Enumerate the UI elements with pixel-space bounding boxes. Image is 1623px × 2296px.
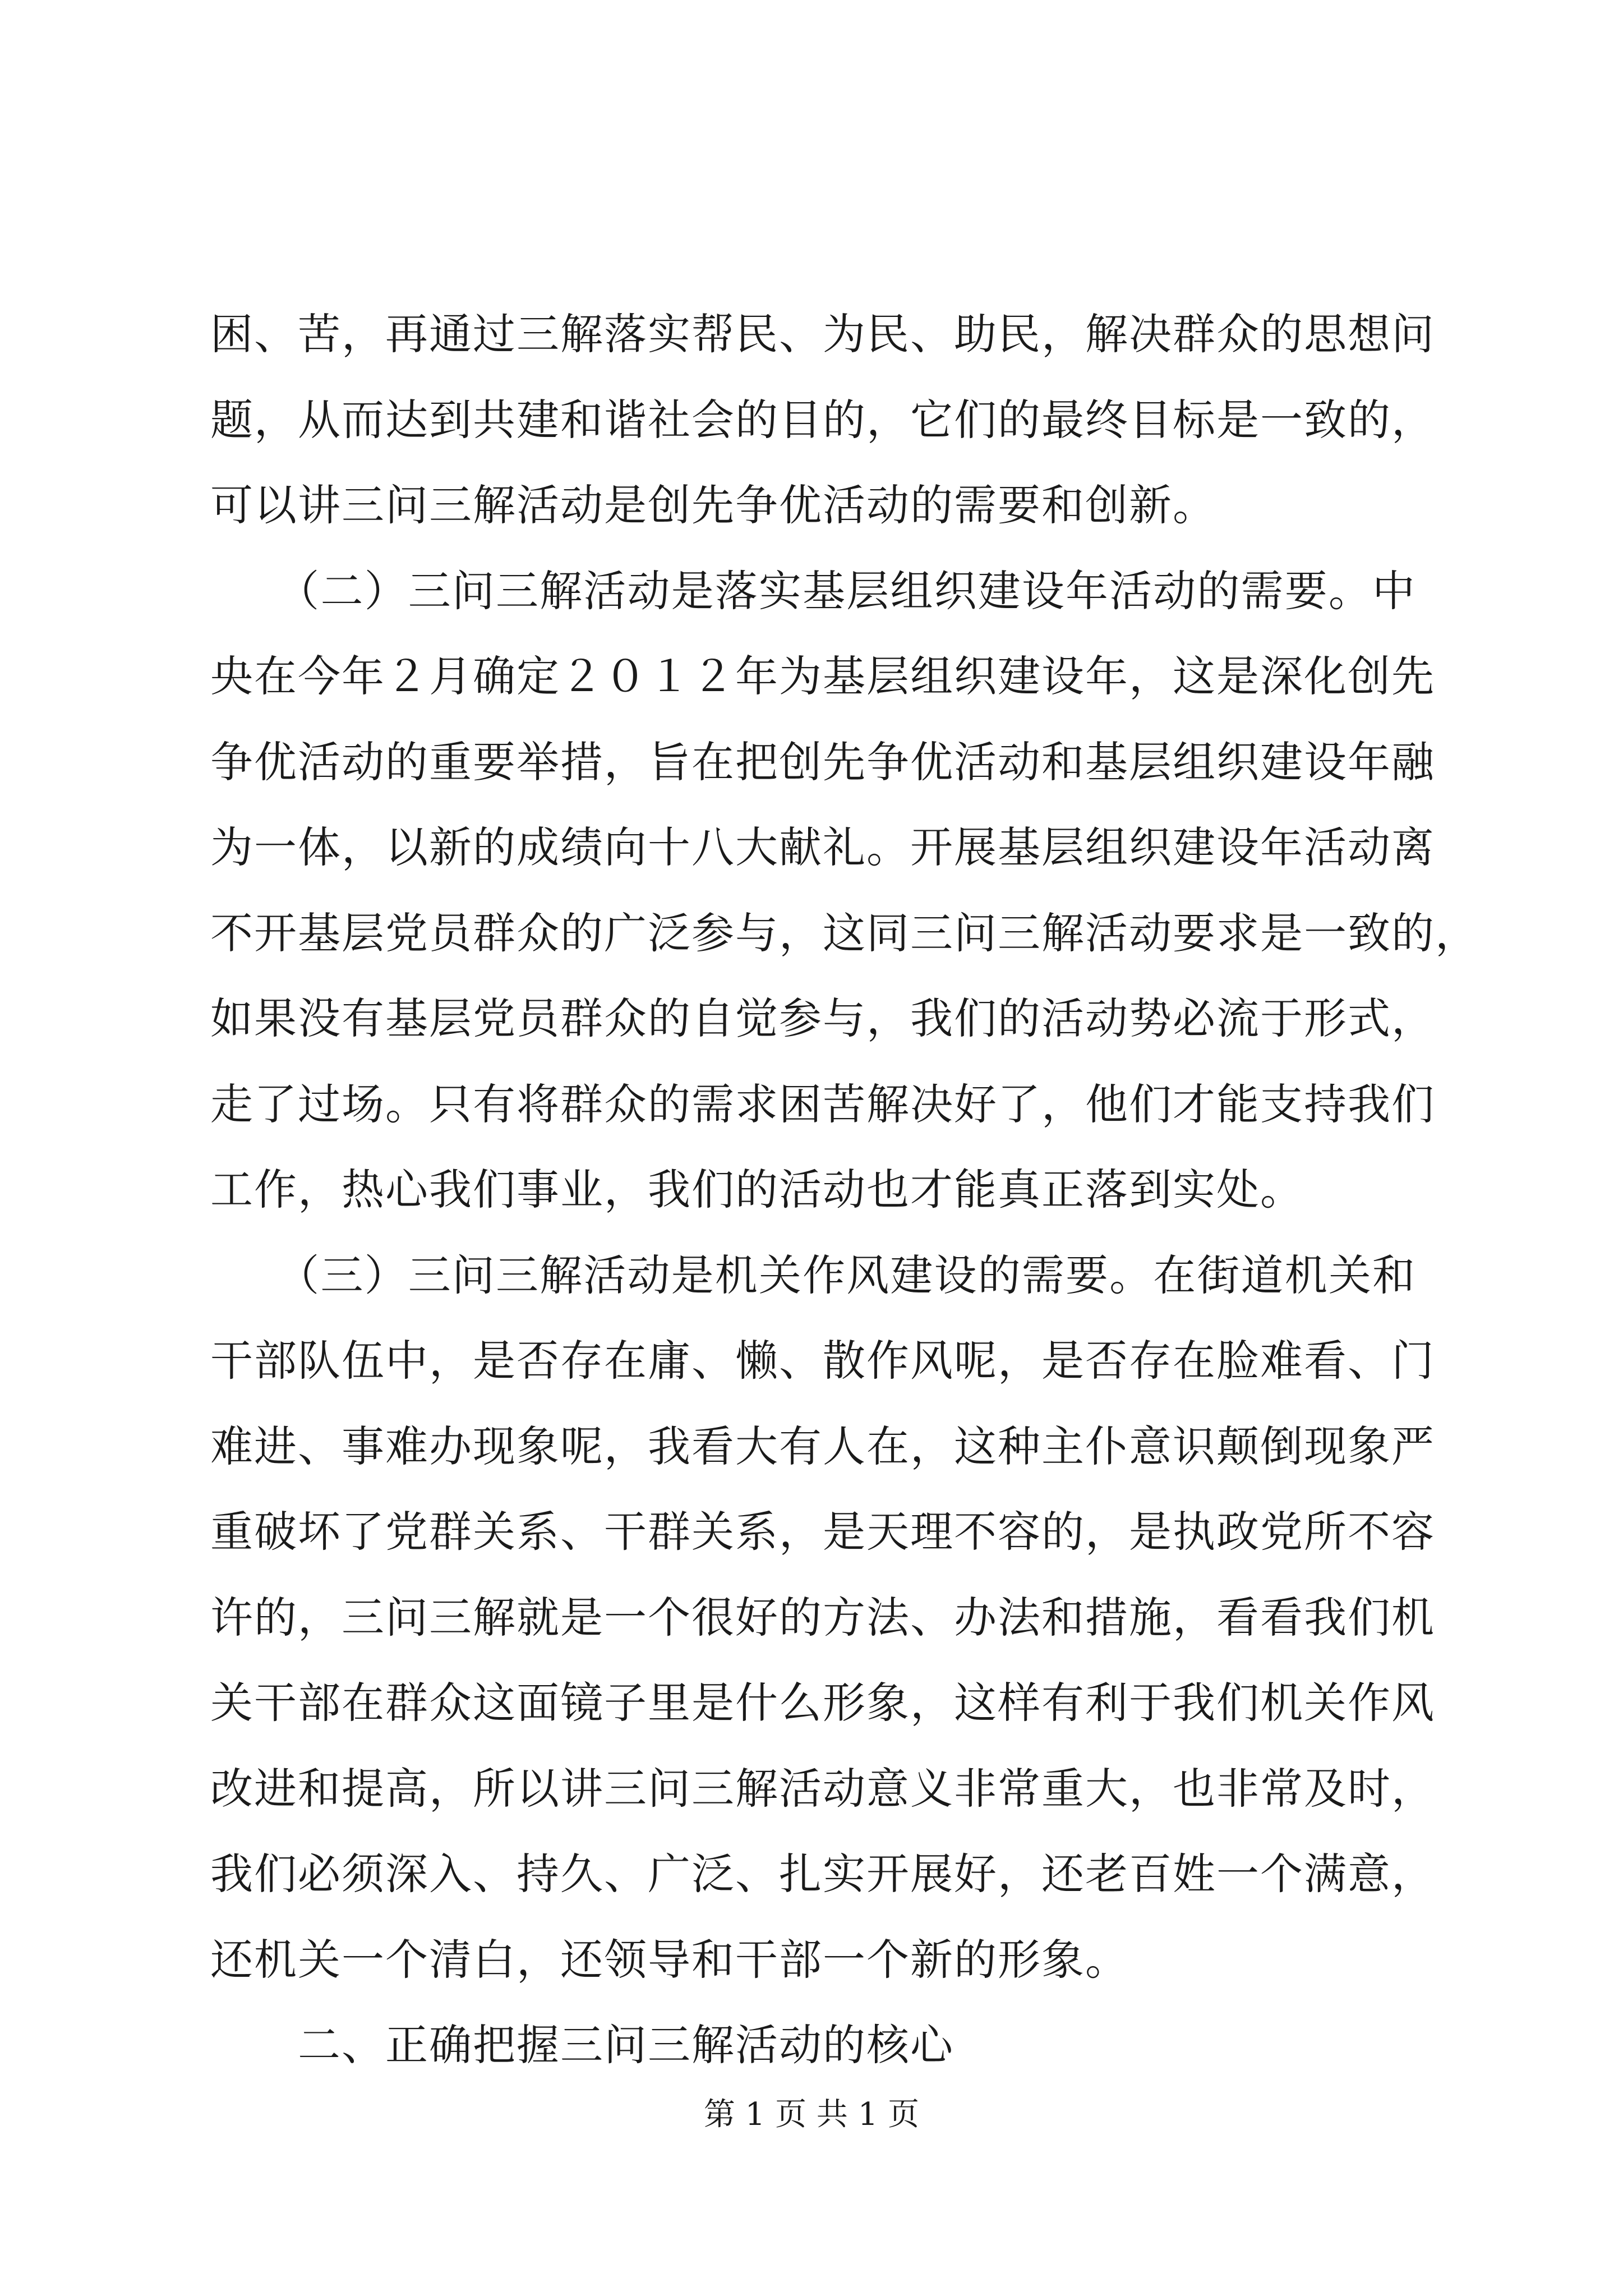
text-line: 可以讲三问三解活动是创先争优活动的需要和创新。: [210, 480, 1216, 530]
text-line: （三）三问三解活动是机关作风建设的需要。在街道机关和: [210, 1250, 1416, 1300]
text-line: （二）三问三解活动是落实基层组织建设年活动的需要。中: [210, 565, 1416, 616]
text-line: 题，从而达到共建和谐社会的目的，它们的最终目标是一致的，: [210, 394, 1435, 445]
text-line: 如果没有基层党员群众的自觉参与，我们的活动势必流于形式，: [210, 993, 1435, 1043]
text-line: 难进、事难办现象呢，我看大有人在，这种主仆意识颠倒现象严: [210, 1421, 1435, 1471]
text-line: 不开基层党员群众的广泛参与，这同三问三解活动要求是一致的，: [210, 908, 1479, 958]
text-line: 工作，热心我们事业，我们的活动也才能真正落到实处。: [210, 1165, 1304, 1214]
text-line: 走了过场。只有将群众的需求困苦解决好了，他们才能支持我们: [210, 1079, 1435, 1129]
text-line: 重破坏了党群关系、干群关系，是天理不容的，是执政党所不容: [210, 1507, 1435, 1557]
text-line: 许的，三问三解就是一个很好的方法、办法和措施，看看我们机: [210, 1592, 1435, 1642]
text-line: 二、正确把握三问三解活动的核心: [210, 2020, 954, 2070]
text-line: 困、苦，再通过三解落实帮民、为民、助民，解决群众的思想问: [210, 309, 1435, 359]
text-line: 还机关一个清白，还领导和干部一个新的形象。: [210, 1934, 1129, 1985]
text-line: 改进和提高，所以讲三问三解活动意义非常重大，也非常及时，: [210, 1763, 1435, 1814]
text-line: 央在今年２月确定２０１２年为基层组织建设年，这是深化创先: [210, 651, 1435, 701]
text-line: 关干部在群众这面镜子里是什么形象，这样有利于我们机关作风: [210, 1678, 1435, 1728]
text-line: 干部队伍中，是否存在庸、懒、散作风呢，是否存在脸难看、门: [210, 1336, 1435, 1386]
text-line: 为一体，以新的成绩向十八大献礼。开展基层组织建设年活动离: [210, 822, 1435, 872]
body-text: [210, 292, 1479, 2088]
page-footer: 第 1 页 共 1 页: [703, 2096, 920, 2133]
text-line: 争优活动的重要举措，旨在把创先争优活动和基层组织建设年融: [210, 737, 1435, 787]
text-line: 我们必须深入、持久、广泛、扎实开展好，还老百姓一个满意，: [210, 1849, 1435, 1899]
